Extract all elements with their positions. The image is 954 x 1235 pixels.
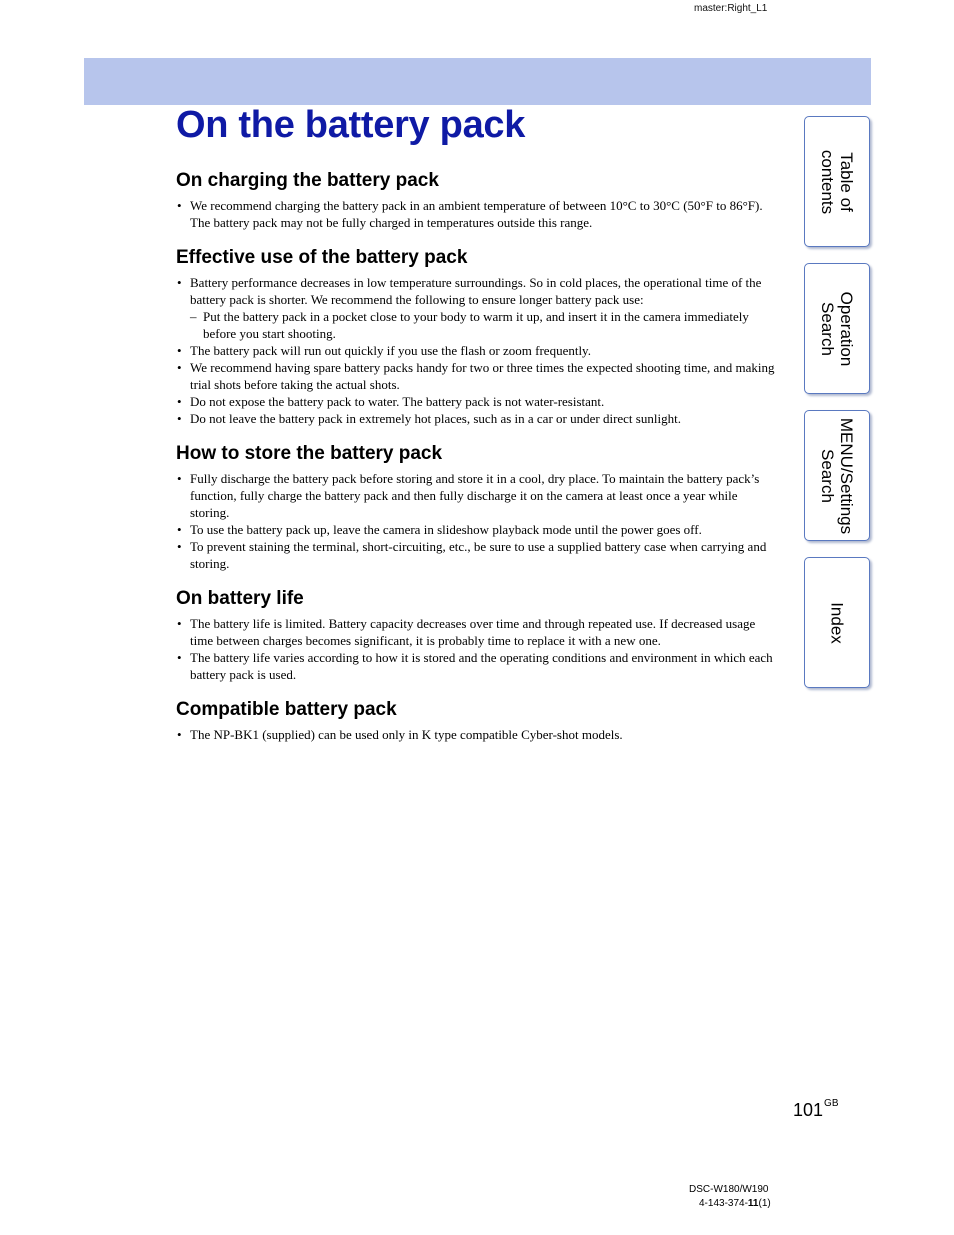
list-item: • The battery life varies according to how it is stored and the operating conditions and environment in which each battery pack is used.	[176, 649, 776, 683]
tab-label	[818, 149, 856, 213]
page-title: On the battery pack	[176, 104, 526, 146]
tab-label-line: Operation	[837, 291, 856, 366]
list-item: • Do not leave the battery pack in extremely hot places, such as in a car or under direct sunlight.	[176, 410, 776, 427]
page-number-value: 101	[793, 1100, 824, 1120]
section-heading: Effective use of the battery pack	[176, 247, 468, 268]
tab-label-line: Search	[818, 301, 837, 356]
master-label: master:Right_L1	[694, 3, 768, 14]
page-number	[793, 1100, 839, 1121]
section-battery-life	[176, 587, 776, 683]
bullet-list	[176, 470, 776, 572]
page-number-suffix: GB	[824, 1098, 839, 1109]
tab-label	[828, 602, 847, 644]
bullet-list	[176, 726, 776, 743]
footer-code	[699, 1198, 771, 1209]
tab-menu-settings-search[interactable]	[804, 410, 870, 541]
bullet-list	[176, 197, 776, 231]
list-item: • The battery life is limited. Battery capacity decreases over time and through repeated use. If decreased usage time between charges becomes significant, it is probably time to replace it with a new one.	[176, 615, 776, 649]
section-compatible-pack	[176, 698, 776, 743]
section-heading: How to store the battery pack	[176, 443, 443, 464]
footer-code-prefix: 4-143-374-	[699, 1198, 748, 1209]
section-heading: On charging the battery pack	[176, 170, 439, 191]
footer-model: DSC-W180/W190	[689, 1184, 769, 1195]
list-item: • To use the battery pack up, leave the camera in slideshow playback mode until the power goes off.	[176, 521, 776, 538]
tab-label-line: Index	[827, 601, 847, 644]
list-item: • We recommend charging the battery pack in an ambient temperature of between 10°C to 30°C (50°F to 86°F). The battery pack may not be fully charged in temperatures outside this range.	[176, 197, 776, 231]
list-item: • To prevent staining the terminal, short-circuiting, etc., be sure to use a supplied battery case when carrying and storing.	[176, 538, 776, 572]
tab-label-line: Search	[818, 448, 837, 503]
list-item: • Fully discharge the battery pack before storing and store it in a cool, dry place. To maintain the battery pack’s function, fully charge the battery pack and then fully discharge it on the camera at least once a year while storing.	[176, 470, 776, 521]
header-band	[84, 58, 871, 105]
footer-code-bold: 11	[747, 1198, 759, 1209]
list-item: • Battery performance decreases in low temperature surroundings. So in cold places, the operational time of the battery pack is shorter. We recommend the following to ensure longer battery pack use:	[176, 274, 776, 308]
bullet-list	[176, 615, 776, 683]
tab-label-line: MENU/Settings	[837, 417, 856, 534]
section-storage	[176, 442, 776, 572]
list-item: • The battery pack will run out quickly if you use the flash or zoom frequently.	[176, 342, 776, 359]
section-effective-use	[176, 246, 776, 427]
section-heading: On battery life	[176, 588, 304, 609]
section-heading: Compatible battery pack	[176, 699, 397, 720]
tab-table-of-contents[interactable]	[804, 116, 870, 247]
list-item: • We recommend having spare battery packs handy for two or three times the expected shooting time, and making trial shots before taking the actual shots.	[176, 359, 776, 393]
list-item: • Do not expose the battery pack to water. The battery pack is not water-resistant.	[176, 393, 776, 410]
section-charging	[176, 169, 776, 231]
bullet-list	[176, 274, 776, 427]
tab-operation-search[interactable]	[804, 263, 870, 394]
tab-label	[818, 291, 856, 366]
tab-label-line: contents	[818, 149, 837, 214]
tab-label	[818, 417, 856, 533]
sub-list-item: – Put the battery pack in a pocket close to your body to warm it up, and insert it in the camera immediately before you start shooting.	[176, 308, 776, 342]
tab-index[interactable]	[804, 557, 870, 688]
list-item: • The NP-BK1 (supplied) can be used only in K type compatible Cyber-shot models.	[176, 726, 776, 743]
footer-code-suffix: (1)	[758, 1198, 771, 1209]
tab-label-line: Table of	[837, 151, 856, 212]
main-content	[176, 169, 776, 743]
